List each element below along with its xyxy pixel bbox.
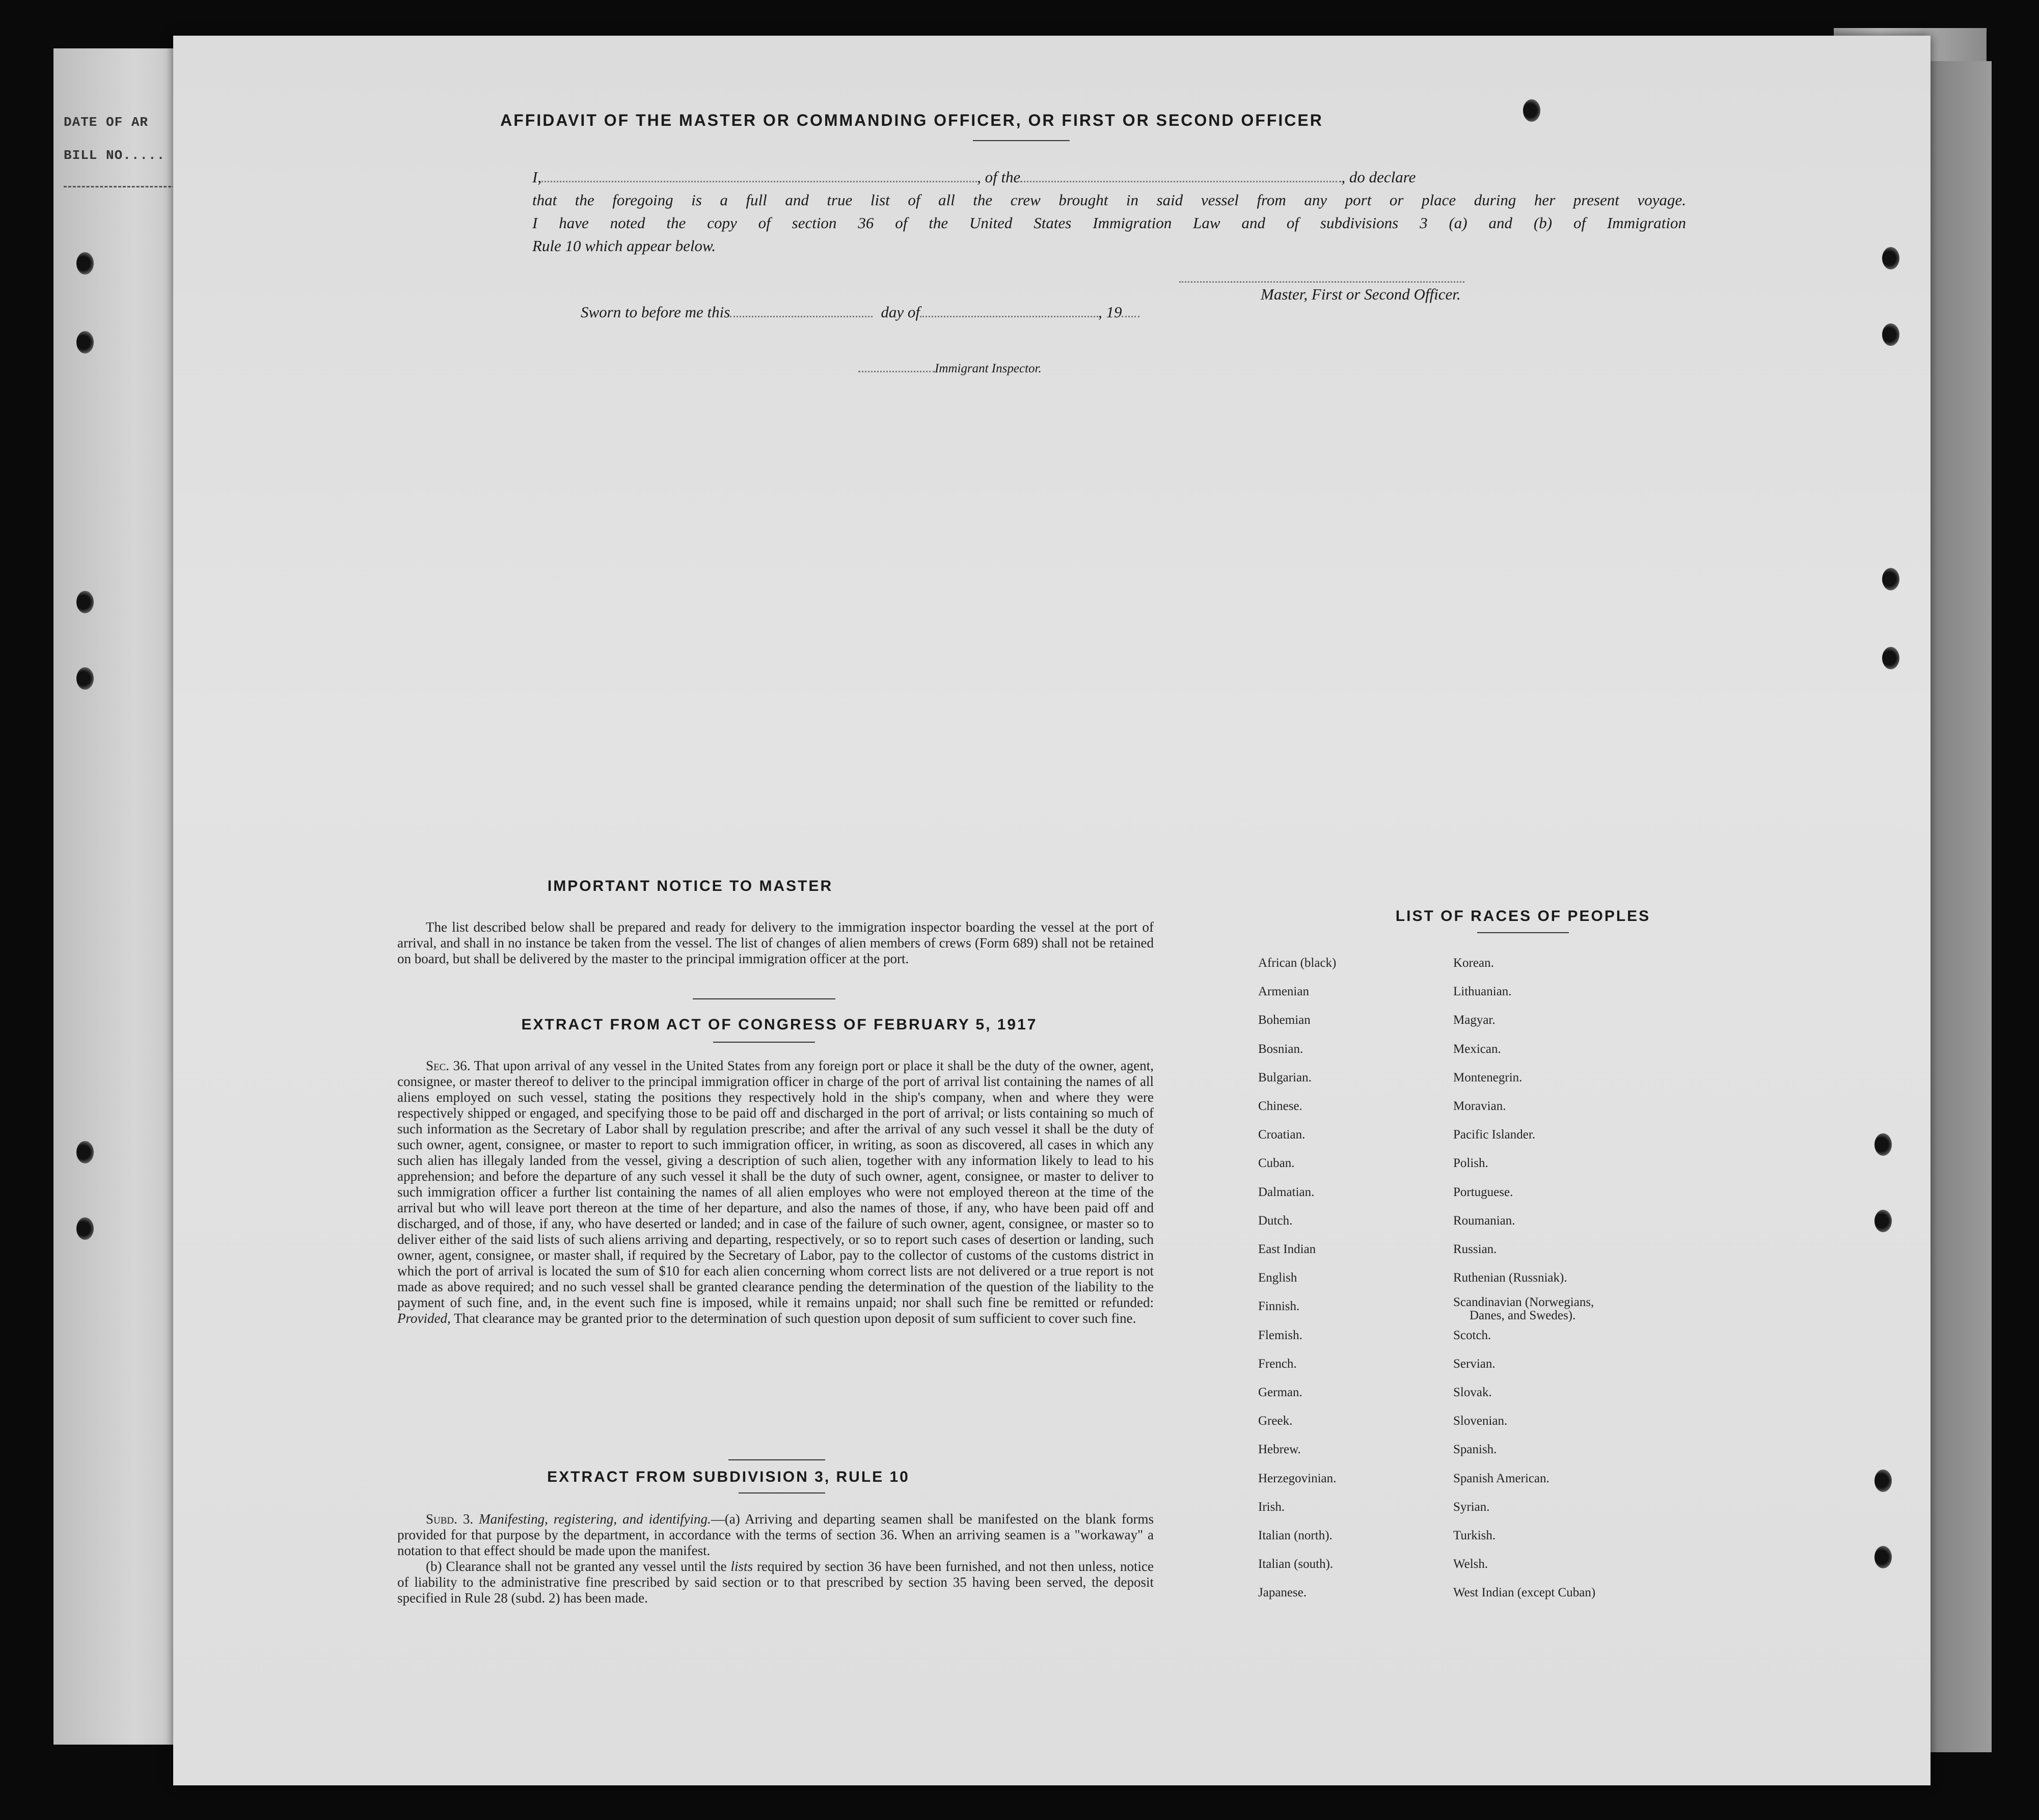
punch-hole — [1882, 647, 1899, 669]
race-item: Slovak. — [1453, 1386, 1492, 1399]
punch-hole — [76, 331, 94, 354]
race-item: Roumanian. — [1453, 1213, 1515, 1228]
i-label: I, — [532, 168, 542, 186]
punch-hole — [76, 591, 94, 613]
inspector-line — [858, 362, 1042, 376]
race-item: Chinese. — [1258, 1099, 1302, 1113]
act-provided: Provided, — [397, 1311, 451, 1326]
race-item: Bosnian. — [1258, 1042, 1303, 1056]
race-item: Turkish. — [1453, 1529, 1496, 1542]
race-item: Greek. — [1258, 1414, 1293, 1428]
sec-label: Sec. 36. — [426, 1058, 471, 1073]
race-item: Italian (north). — [1258, 1529, 1333, 1542]
race-item: Bulgarian. — [1258, 1070, 1312, 1084]
race-item: Irish. — [1258, 1500, 1285, 1514]
b-lists: lists — [730, 1559, 753, 1574]
subd-title: Manifesting, registering, and identifying. — [479, 1511, 711, 1527]
act-title: EXTRACT FROM ACT OF CONGRESS OF FEBRUARY 5, 1917 — [521, 1016, 1038, 1033]
race-item: Hebrew. — [1258, 1443, 1301, 1457]
race-item: Polish. — [1453, 1156, 1488, 1171]
stub-rule — [64, 186, 176, 187]
act-divider — [713, 1042, 815, 1043]
race-item: Herzegovinian. — [1258, 1471, 1337, 1485]
document-page — [173, 36, 1931, 1785]
b-label: (b) — [426, 1559, 442, 1574]
punch-hole — [76, 667, 94, 690]
stub-date-label: DATE OF AR — [64, 115, 149, 130]
of-the-label: , of the — [977, 168, 1021, 186]
race-item: Cuban. — [1258, 1156, 1295, 1171]
rule-title: EXTRACT FROM SUBDIVISION 3, RULE 10 — [547, 1469, 910, 1485]
race-item: Welsh. — [1453, 1557, 1488, 1571]
race-item: Slovenian. — [1453, 1414, 1508, 1428]
rule-text-block — [397, 1511, 1154, 1606]
notice-divider — [693, 998, 835, 999]
race-item-continued: Danes, and Swedes). — [1470, 1309, 1576, 1323]
b-text-1: Clearance shall not be granted any vessel until the — [446, 1559, 727, 1574]
notice-text: The list described below shall be prepared and ready for delivery to the immigration inspector boarding the vessel at the port of arrival, and shall in no instance be taken from the vessel. The list of changes of alien members of crews (Form 689) shall not be retained on board, but shall be delivered by the master to the principal immigration officer at the port. — [397, 919, 1154, 966]
rule-divider — [739, 1492, 825, 1493]
race-item: English — [1258, 1271, 1297, 1285]
inspector-signature-field[interactable] — [858, 362, 935, 372]
vessel-field[interactable] — [1020, 170, 1341, 182]
races-title: LIST OF RACES OF PEOPLES — [1395, 908, 1651, 925]
race-item: Lithuanian. — [1453, 985, 1512, 999]
punch-hole — [1882, 568, 1899, 590]
act-text-end: That clearance may be granted prior to the determination of such question upon deposit of sum sufficient to cover such fine. — [453, 1311, 1136, 1326]
race-item: German. — [1258, 1386, 1302, 1399]
race-item: Portuguese. — [1453, 1185, 1513, 1199]
affidavit-title: AFFIDAVIT OF THE MASTER OR COMMANDING OFFICER, OR FIRST OR SECOND OFFICER — [500, 111, 1323, 129]
punch-hole — [76, 252, 94, 275]
day-of-label: day of — [881, 303, 920, 321]
punch-hole — [76, 1141, 94, 1163]
race-item: Flemish. — [1258, 1328, 1302, 1342]
punch-hole — [1874, 1546, 1892, 1568]
races-divider — [1477, 932, 1569, 933]
year-field[interactable] — [1122, 305, 1139, 317]
race-item: Spanish. — [1453, 1443, 1497, 1457]
sworn-line — [581, 303, 1139, 321]
race-item: Korean. — [1453, 956, 1494, 970]
act-text-block — [397, 1058, 1154, 1326]
race-item: Mexican. — [1453, 1042, 1501, 1056]
notice-text-block — [397, 919, 1154, 967]
subd-label: Subd. 3. — [426, 1511, 474, 1527]
race-item: Ruthenian (Russniak). — [1453, 1271, 1567, 1285]
race-item: Croatian. — [1258, 1128, 1306, 1142]
title-underline — [973, 140, 1070, 141]
year-label: , 19 — [1098, 303, 1122, 321]
declaration-line-4: Rule 10 which appear below. — [532, 237, 716, 255]
race-item: West Indian (except Cuban) — [1453, 1586, 1596, 1600]
punch-hole — [1882, 247, 1899, 269]
race-item: African (black) — [1258, 956, 1337, 970]
act-paragraph — [397, 1058, 1154, 1326]
punch-hole — [1874, 1210, 1892, 1232]
rule-divider-top — [728, 1459, 825, 1460]
act-text: That upon arrival of any vessel in the United States from any foreign port or place it shall be the duty of the owner, agent, consignee, or master thereof to deliver to the principal immigration officer in charge of the port of arrival list containing the names of all aliens employed on such vessel, stating the positions they respectively hold in the ship's company, when and where they were respectively shipped or engaged, and specifying those to be paid off and discharged in the port of arrival; or lists containing so much of such information as the Secretary of Labor shall by regulation prescribe; and after the arrival of any such vessel it shall be the duty of such owner, agent, consignee, or master to report to such immigration officer, in writing, as soon as discovered, all cases in which any such alien has illegaly landed from the vessel, giving a description of such alien, together with any information likely to lead to his apprehension; and before the departure of any such vessel it shall be the duty of such owner, agent, consignee, or master to deliver to such immigration officer a further list containing the names of all alien employes who were not employed thereon at the time of the arrival but who will leave port thereon at the time of her departure, and also the names of those, if any, who have been paid off and discharged, and of those, if any, who have deserted or landed; and in case of the failure of such owner, agent, consignee, or master so to deliver either of the said lists of such aliens arriving and departing, respectively, or so to report such cases of desertion or landing, such owner, agent, consignee, or master shall, if required by the Secretary of Labor, pay to the collector of customs of the customs district in which the port of arrival is located the sum of $10 for each alien concerning whom correct lists are not delivered or a true report is not made as above required; and no such vessel shall be granted clearance pending the determination of the question of the liability to the payment of such fine, and, in the event such fine is imposed, while it remains unpaid; nor shall such fine be remitted or refunded: — [397, 1058, 1154, 1310]
race-item: Magyar. — [1453, 1013, 1496, 1027]
sworn-day-field[interactable] — [730, 305, 873, 317]
race-item: Armenian — [1258, 985, 1309, 999]
punch-hole — [1523, 99, 1540, 122]
rule-b-paragraph — [397, 1559, 1154, 1606]
do-declare-label: , do declare — [1341, 168, 1416, 186]
a-text: Arriving and departing seamen shall be manifested on the blank forms provided for that purpose by the department, in accordance with the terms of section 36. When an arriving seamen is a "workaway" a notation to that effect should be made upon the manifest. — [397, 1511, 1154, 1558]
race-item: Dalmatian. — [1258, 1185, 1315, 1199]
sworn-month-field[interactable] — [920, 305, 1098, 317]
a-label: —(a) — [711, 1511, 740, 1527]
punch-hole — [1874, 1470, 1892, 1492]
race-item: Japanese. — [1258, 1586, 1307, 1600]
declaration-line-2: that the foregoing is a full and true list of all the crew brought in said vessel from any port or place during her present voyage. — [532, 191, 1686, 209]
declaration-line-1 — [532, 168, 1686, 186]
race-item: Moravian. — [1453, 1099, 1506, 1113]
race-item: French. — [1258, 1356, 1297, 1371]
race-item: Spanish American. — [1453, 1471, 1549, 1485]
race-item: Syrian. — [1453, 1500, 1490, 1514]
punch-hole — [1874, 1133, 1892, 1156]
declaration-line-3: I have noted the copy of section 36 of the United States Immigration Law and of subdivisions 3 (a) and (b) of Immigration — [532, 214, 1686, 232]
rule-a-paragraph — [397, 1511, 1154, 1559]
race-item: Dutch. — [1258, 1213, 1293, 1228]
name-field[interactable] — [541, 170, 977, 182]
race-item: Italian (south). — [1258, 1557, 1334, 1571]
punch-hole — [76, 1217, 94, 1240]
race-item: Montenegrin. — [1453, 1070, 1523, 1084]
master-signature-label: Master, First or Second Officer. — [1261, 285, 1461, 303]
race-item: Finnish. — [1258, 1299, 1300, 1314]
punch-hole — [1882, 323, 1899, 346]
race-item: Pacific Islander. — [1453, 1128, 1536, 1142]
left-page-stub — [53, 48, 188, 1745]
b-text-2: required by section 36 have been furnished, and not then unless, notice of liability to the administrative fine prescribed by said section or to that prescribed by section 35 having been served, the deposit specified in Rule 28 (subd. 2) has been made. — [397, 1559, 1154, 1606]
inspector-label: Immigrant Inspector. — [935, 362, 1042, 375]
stub-bill-label: BILL NO..... — [64, 148, 166, 163]
race-item: Russian. — [1453, 1242, 1497, 1256]
master-signature-field[interactable] — [1179, 270, 1464, 283]
race-item: Bohemian — [1258, 1013, 1311, 1027]
race-item: Servian. — [1453, 1356, 1496, 1371]
race-item: East Indian — [1258, 1242, 1316, 1256]
race-item: Scandinavian (Norwegians, — [1453, 1295, 1594, 1310]
sworn-label: Sworn to before me this — [581, 303, 730, 321]
race-item: Scotch. — [1453, 1328, 1491, 1342]
notice-title: IMPORTANT NOTICE TO MASTER — [547, 878, 833, 894]
